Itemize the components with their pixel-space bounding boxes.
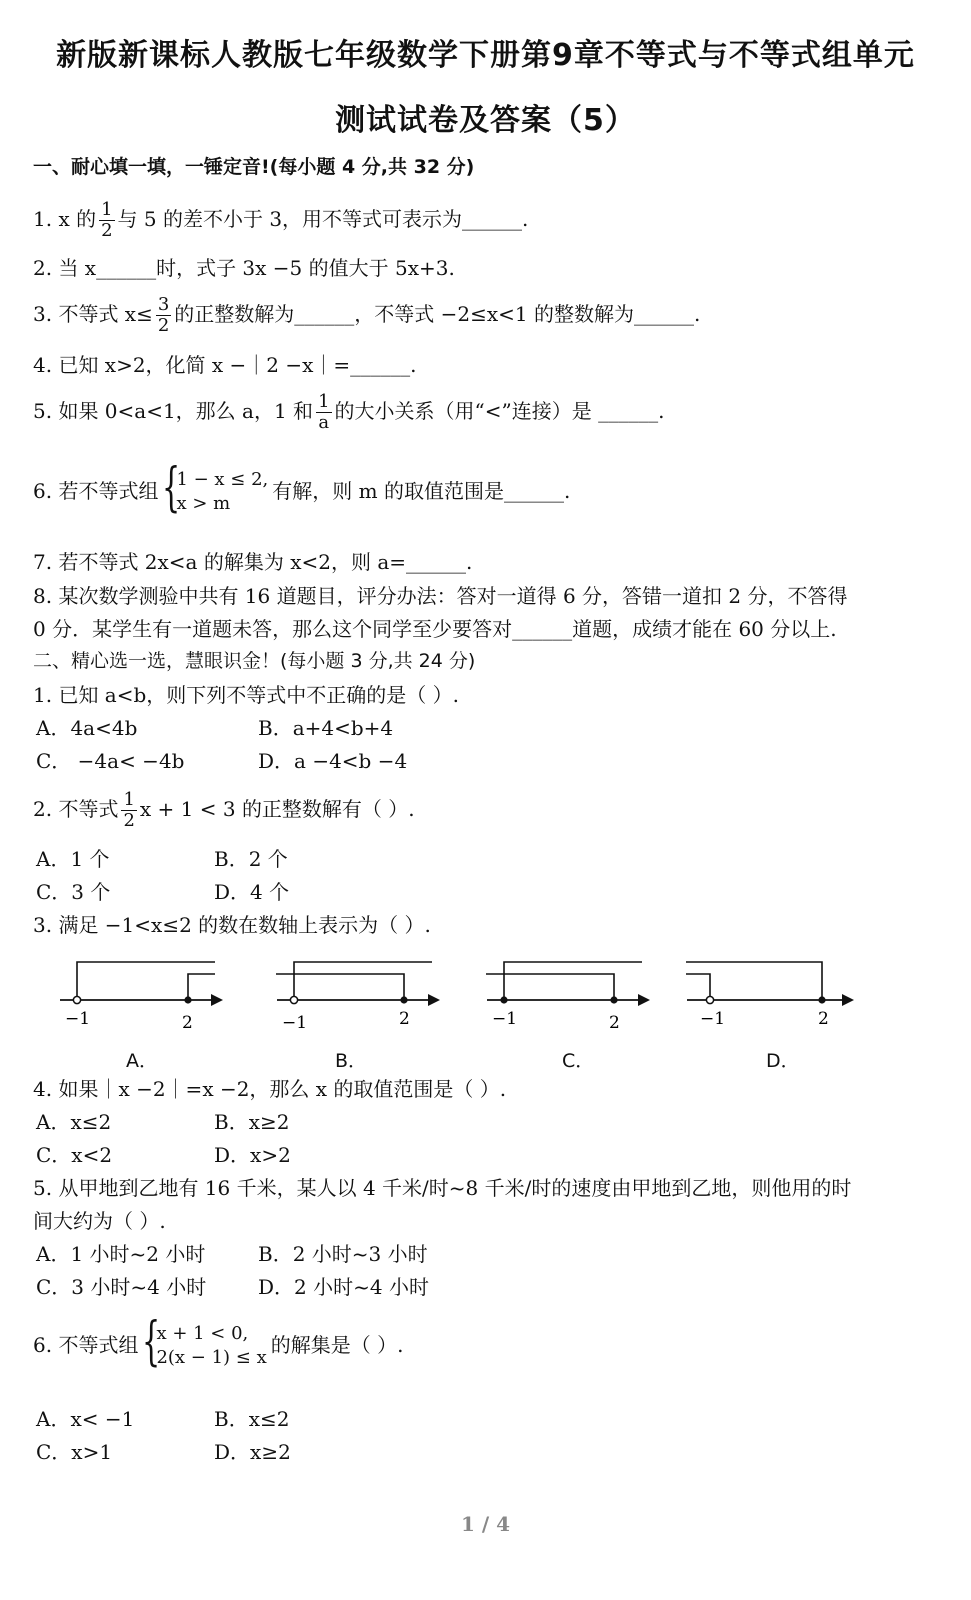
s1-question-1: [33, 200, 528, 241]
s2-q1-option-b: B．a+4<b+4: [258, 716, 394, 740]
s2-q5-option-d: D．2 小时~4 小时: [258, 1275, 429, 1299]
s2-question-6-stem: [33, 1312, 404, 1372]
system-line-2: 2(x − 1) ≤ x: [156, 1347, 267, 1369]
fraction: [121, 790, 136, 831]
s2-q2-option-c: C．3 个: [36, 880, 111, 904]
fraction-numerator: 3: [157, 294, 170, 315]
s2-q1-option-c: C． −4a< −4b: [36, 749, 185, 773]
s2-q6-option-b: B．x≤2: [214, 1407, 290, 1431]
s2-q3-option-c: C．: [562, 1050, 595, 1072]
number-line-c: [482, 950, 657, 1040]
s2-q6-option-d: D．x≥2: [214, 1440, 291, 1464]
system-line-1: 1 − x ≤ 2,: [176, 469, 269, 490]
s2-q6-option-a: A．x< −1: [36, 1407, 135, 1431]
number-line-d: [682, 950, 862, 1040]
s2-q2-pre: 2. 不等式: [33, 796, 119, 821]
s2-q1-option-d: D．a −4<b −4: [258, 749, 408, 773]
tick-label-neg1: −1: [492, 1009, 518, 1029]
s2-q2-post: x + 1 < 3 的正整数解有（ ）.: [139, 796, 415, 821]
s2-question-5-line2: 间大约为（ ）.: [33, 1209, 166, 1233]
tick-label-2: 2: [182, 1013, 193, 1033]
document-title-line2: 测试试卷及答案（5）: [335, 103, 636, 138]
s1-question-8-line2: 0 分．某学生有一道题未答，那么这个同学至少要答对______道题，成绩才能在 60 分以上.: [33, 617, 837, 641]
fraction-denominator: 2: [157, 314, 170, 336]
s1-q5-post: 的大小关系（用“<”连接）是 ______.: [334, 398, 665, 423]
tick-label-neg1: −1: [282, 1013, 308, 1033]
s2-question-4-stem: 4. 如果｜x −2｜=x −2，那么 x 的取值范围是（ ）.: [33, 1077, 507, 1101]
s2-q1-option-a: A．4a<4b: [36, 716, 138, 740]
s2-q6-pre: 6. 不等式组: [33, 1332, 139, 1357]
s1-question-7: 7. 若不等式 2x<a 的解集为 x<2，则 a=______.: [33, 550, 473, 574]
fraction-denominator: a: [318, 411, 330, 433]
s2-q3-option-d: D．: [766, 1050, 800, 1072]
s2-q2-option-a: A．1 个: [36, 847, 110, 871]
s1-question-4: 4. 已知 x>2，化简 x −｜2 −x｜=______.: [33, 353, 417, 377]
s2-q4-option-d: D．x>2: [214, 1143, 291, 1167]
s2-q2-option-d: D．4 个: [214, 880, 290, 904]
tick-label-2: 2: [818, 1009, 829, 1029]
document-title-line1: 新版新课标人教版七年级数学下册第9章不等式与不等式组单元: [56, 38, 915, 73]
inequality-system: [142, 1312, 267, 1372]
s1-q6-pre: 6. 若不等式组: [33, 478, 159, 503]
s1-q5-pre: 5. 如果 0<a<1，那么 a，1 和: [33, 398, 314, 423]
fraction-denominator: 2: [101, 219, 113, 241]
fraction-denominator: 2: [123, 809, 135, 831]
s1-question-2: 2. 当 x______时，式子 3x −5 的值大于 5x+3.: [33, 256, 455, 280]
s2-q6-option-c: C．x>1: [36, 1440, 113, 1464]
s1-question-6: [33, 458, 571, 518]
s2-q4-option-b: B．x≥2: [214, 1110, 290, 1134]
s2-q5-option-a: A．1 小时~2 小时: [36, 1242, 206, 1266]
fraction: [156, 295, 171, 336]
s1-q1-post: 与 5 的差不小于 3，用不等式可表示为______.: [117, 206, 529, 231]
system-line-2: x > m: [176, 493, 231, 515]
s2-q3-option-a: A．: [126, 1050, 158, 1072]
fraction-numerator: 1: [318, 391, 330, 412]
brace-icon: {: [162, 458, 181, 518]
s1-question-3: [33, 295, 700, 336]
section1-header: 一、耐心填一填，一锤定音!(每小题 4 分,共 32 分): [33, 156, 475, 178]
s2-question-1-stem: 1. 已知 a<b，则下列不等式中不正确的是（ ）.: [33, 683, 459, 707]
inequality-system: [162, 458, 269, 518]
s2-question-2-stem: [33, 790, 415, 831]
s2-question-5-line1: 5. 从甲地到乙地有 16 千米，某人以 4 千米/时~8 千米/时的速度由甲地到乙地，则他用的时: [33, 1176, 852, 1200]
number-line-b: [272, 950, 447, 1040]
fraction-numerator: 1: [123, 789, 135, 810]
section2-header: 二、精心选一选，慧眼识金！(每小题 3 分,共 24 分): [33, 650, 476, 672]
s2-q5-option-c: C．3 小时~4 小时: [36, 1275, 207, 1299]
s2-q4-option-a: A．x≤2: [36, 1110, 112, 1134]
s1-q3-post: 的正整数解为______，不等式 −2≤x<1 的整数解为______.: [174, 301, 701, 326]
s2-question-3-stem: 3. 满足 −1<x≤2 的数在数轴上表示为（ ）.: [33, 913, 431, 937]
s1-q6-post: 有解，则 m 的取值范围是______.: [272, 478, 571, 503]
s1-q3-pre: 3. 不等式 x≤: [33, 301, 153, 326]
fraction-numerator: 1: [101, 199, 113, 220]
s2-q4-option-c: C．x<2: [36, 1143, 113, 1167]
system-line-1: x + 1 < 0,: [156, 1323, 249, 1344]
s1-question-8-line1: 8. 某次数学测验中共有 16 道题目，评分办法：答对一道得 6 分，答错一道扣 2 分，不答得: [33, 584, 848, 608]
s2-q3-option-b: B．: [335, 1050, 368, 1072]
s2-q2-option-b: B．2 个: [214, 847, 288, 871]
s1-question-5: [33, 392, 664, 433]
s2-q5-option-b: B．2 小时~3 小时: [258, 1242, 428, 1266]
brace-icon: {: [142, 1312, 161, 1372]
fraction: [99, 200, 114, 241]
s1-q1-pre: 1. x 的: [33, 206, 97, 231]
page-indicator: 1 / 4: [460, 1512, 511, 1536]
tick-label-neg1: −1: [700, 1009, 726, 1029]
tick-label-neg1: −1: [65, 1009, 91, 1029]
s2-q6-post: 的解集是（ ）.: [270, 1332, 404, 1357]
tick-label-2: 2: [399, 1009, 410, 1029]
tick-label-2: 2: [609, 1013, 620, 1033]
fraction: [316, 392, 331, 433]
number-line-a: [55, 950, 230, 1040]
